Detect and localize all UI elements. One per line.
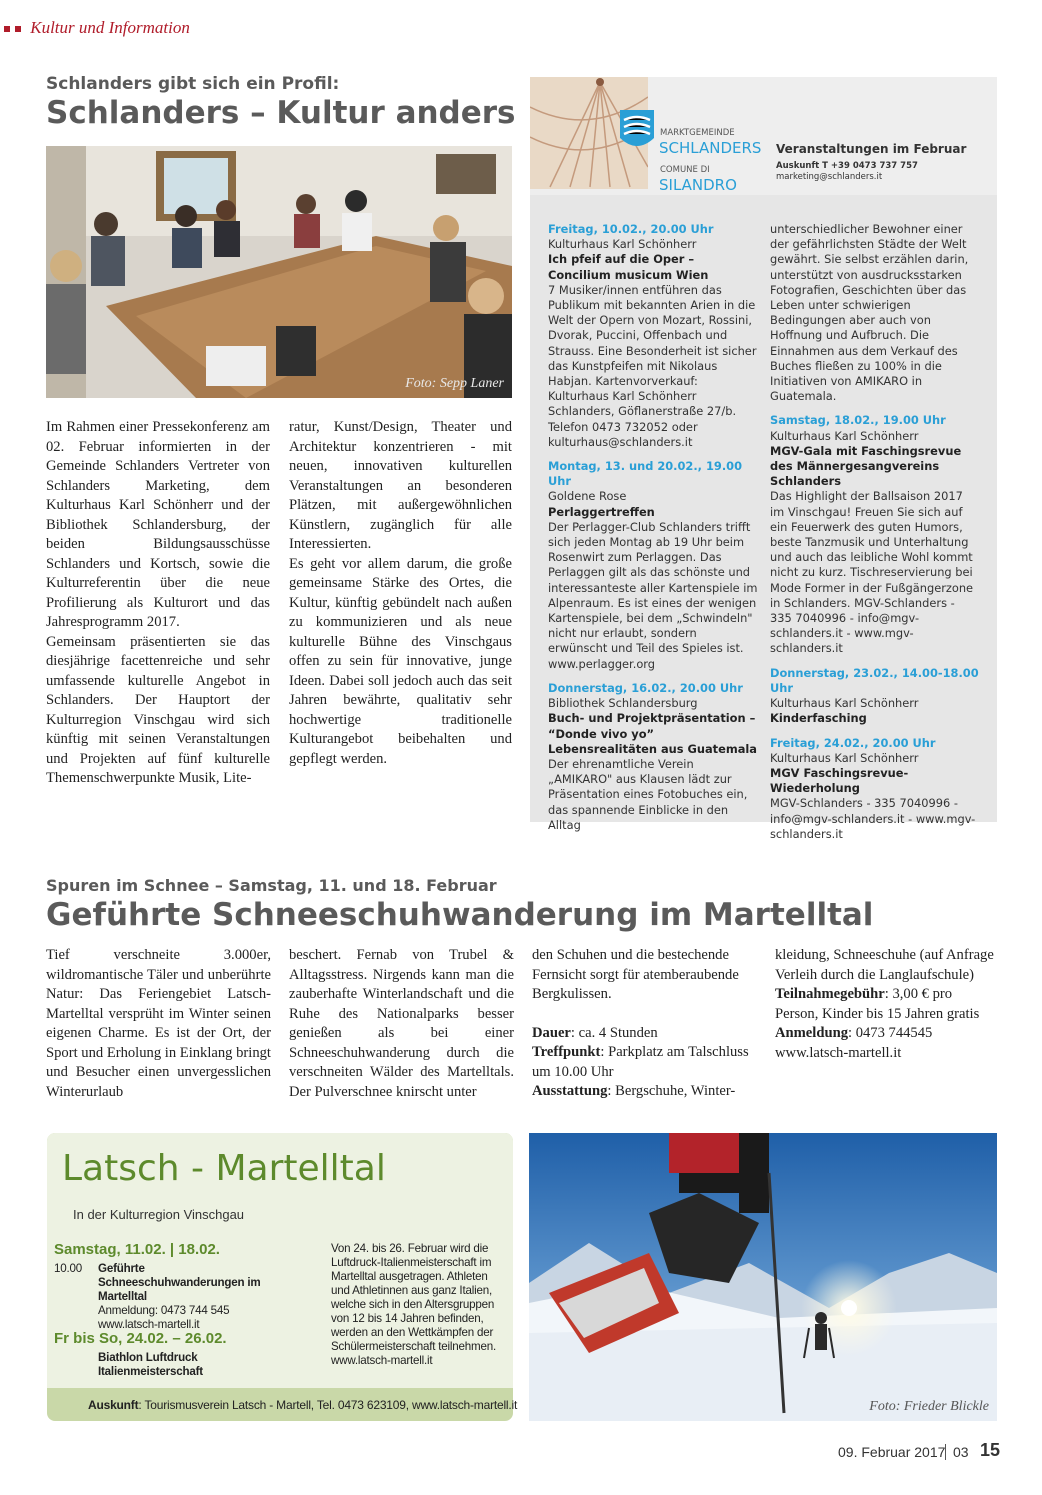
logo-main: SCHLANDERS: [659, 139, 762, 157]
photo-credit: Foto: Sepp Laner: [405, 376, 504, 391]
event-item: Freitag, 24.02., 20.00 Uhr Kulturhaus Karl Schönherr MGV Faschingsrevue-Wiederholung MGV-Schlanders - 335 7040996 - info@mgv-schlanders.it - www.mgv-schlanders.it: [770, 735, 976, 841]
logo-sub: COMUNE DI: [660, 165, 710, 175]
event-item: Montag, 13. und 20.02., 19.00 Uhr Goldene Rose Perlaggertreffen Der Perlagger-Club Schlanders trifft sich jeden Montag ab 19 Uhr beim Rosenwirt zum Perlaggen. Das Perlaggen gilt als das schönste und interessanteste aller Kartenspiele im Alpenraum. Es ist eines der wenigen Kartenspiele, bei dem „Schwindeln" nicht nur erlaubt, sondern erwünscht und Teil des Spieles ist. www.perlagger.org: [548, 459, 758, 671]
ad-right-text: Von 24. bis 26. Februar wird die Luftdruck-Italienmeisterschaft im Martelltal ausgetragen. Athleten und Athletinnen aus ganz Italien, welche sich in den Altersgruppen von 12 bis 14 Jahren befinden, werden an den Wettkämpfen der Schülermeisterschaft teilnehmen. www.latsch-martell.it: [331, 1242, 497, 1367]
meeting-photo-image: [46, 146, 512, 398]
article1-col2: ratur, Kunst/Design, Theater und Architektur konzentrieren - mit neuen, innovativen kulturellen Veranstaltungen an besonderen Plätzen, mit außergewöhnlichen Künstlern, zugänglich für alle Interessierten. Es geht vor allem darum, die große gemeinsame Stärke des Ortes, die Kultur, künftig gebündelt nach außen zu kommunizieren und als neue kulturelle Bühne des Vinschgaus offen zu sein für innovative, junge Ideen. Dabei soll jedoch auch das seit Jahren bewährte, qualitativ sehr hochwertige traditionelle Kulturangebot beibehalten und gepflegt werden.: [289, 419, 512, 767]
ad-ev1: Geführte Schneeschuhwanderungen im Martelltal Anmeldung: 0473 744 545 www.latsch-martell.it: [98, 1262, 261, 1331]
event-item: Donnerstag, 16.02., 20.00 Uhr Bibliothek Schlandersburg Buch- und Projektpräsentation – “Donde vivo yo” Lebensrealitäten aus Guatemala Der ehrenamtliche Verein „AMIKARO" aus Klausen lädt zur Präsentation eines Fotobuches ein, das spannende Einblicke in den Alltag: [548, 680, 757, 832]
logo-main2: SILANDRO: [659, 176, 737, 194]
snowshoe-photo: [529, 1133, 997, 1421]
logo-top: MARKTGEMEINDE: [660, 128, 735, 138]
photo2-credit: Foto: Frieder Blickle: [869, 1399, 989, 1414]
ad-title: Latsch - Martelltal: [62, 1148, 386, 1189]
article1-title: Schlanders – Kultur anders: [46, 95, 516, 131]
article2-col1: Tief verschneite 3.000er, wildromantische Täler und unberührte Natur: Das Feriengebiet Latsch-Martelltal versprüht im Winter seinen eigenen Charme. Es ist der Ort, der Sport und Erholung in Einklang bringt und Besucher einen unvergesslichen Winterurlaub: [46, 947, 271, 1100]
event-item: unterschiedlicher Bewohner einer der gefährlichsten Städte der Welt gewährt. Sie selbst erzählen darin, unterstützt von ausdrucksstarken Fotografien, Geschichten über das Leben unter schwierigen Bedingungen aber auch von Hoffnung und Aufbruch. Die Einnahmen aus dem Verkauf des Buches fließen zu 100% in die Initiativen von AMIKARO in Guatemala.: [770, 222, 969, 404]
events-email: marketing@schlanders.it: [776, 172, 883, 182]
ad-ev2: Biathlon Luftdruck Italienmeisterschaft: [98, 1351, 203, 1378]
article1-col1: Im Rahmen einer Pressekonferenz am 02. Februar informierten in der Gemeinde Schlanders Vertreter von Schlanders Marketing, dem Kulturhaus Karl Schönherr und der Bibliothek Schlandersburg, der beiden Bildungsausschüsse Schlanders und Kortsch, sowie die Kulturreferentin über die neue Profilierung als Kulturort und das Jahresprogramm 2017. Gemeinsam präsentierten sie das diesjährige facettenreiche und sehr umfassende kulturelle Angebot in Schlanders. Der Hauptort der Kulturregion Vinschgau wird sich künftig mit seinen Veranstaltungen und Projekten auf fünf kulturelle Themenschwerpunkte Musik, Lite-: [46, 419, 270, 786]
ad-time1: 10.00: [54, 1262, 83, 1275]
ad-subtitle: In der Kulturregion Vinschgau: [73, 1207, 245, 1222]
footer-date: 09. Februar 2017: [838, 1444, 946, 1460]
snowshoe-photo-image: [529, 1133, 997, 1421]
article2-col4: kleidung, Schneeschuhe (auf Anfrage Verleih durch die Langlaufschule) Teilnahmegebühr: 3,00 € pro Person, Kinder bis 15 Jahren gratis Anmeldung: 0473 744545 www.latsch-martell.it: [775, 947, 994, 1061]
events-auskunft: Auskunft T +39 0473 737 757: [776, 161, 918, 171]
footer-issue: 03: [953, 1444, 969, 1460]
event-item: Freitag, 10.02., 20.00 Uhr Kulturhaus Karl Schönherr Ich pfeif auf die Oper – Concilium musicum Wien 7 Musiker/innen entführen das Publikum mit bekannten Arien in die Welt der Opern von Mozart, Rossini, Dvorak, Puccini, Offenbach und Strauss. Eine Besonderheit ist sicher das Kunstpfeifen mit Nikolaus Habjan. Kartenvorverkauf: Kulturhaus Karl Schönherr Schlanders, Göflanerstraße 27/b. Telefon 0473 732052 oder kulturhaus@schlanders.it: [548, 222, 757, 449]
meeting-photo: [46, 146, 512, 398]
page-number: 15: [980, 1440, 1001, 1460]
events-col1: [548, 222, 758, 842]
ad-date2: Fr bis So, 24.02. – 26.02.: [54, 1330, 227, 1347]
section-label: Kultur und Information: [4, 18, 190, 38]
events-col2: [770, 222, 980, 851]
article2-title: Geführte Schneeschuhwanderung im Martelltal: [46, 897, 874, 933]
article2-kicker: Spuren im Schnee – Samstag, 11. und 18. Februar: [46, 876, 497, 895]
square-icon: [4, 26, 10, 32]
article2-col3: den Schuhen und die bestechende Fernsicht sorgt für atemberaubende Bergkulissen. Dauer: ca. 4 Stunden Treffpunkt: Parkplatz am Talschluss um 10.00 Uhr Ausstattung: Bergschuhe, Winter-: [532, 947, 749, 1099]
article2-col2: beschert. Fernab von Trubel & Alltagsstress. Nirgends kann man die zauberhafte Winterlandschaft und die Ruhe des Nationalparks besser genießen als bei einer Schneeschuhwanderung durch die verschneiten Wälder des Martelltals. Der Pulverschnee knirscht unter: [289, 947, 514, 1100]
events-heading: Veranstaltungen im Februar: [776, 142, 967, 156]
article1-kicker: Schlanders gibt sich ein Profil:: [46, 74, 340, 94]
footer-divider: [945, 1444, 946, 1460]
ad-date1: Samstag, 11.02. | 18.02.: [54, 1241, 220, 1258]
square-icon: [15, 26, 21, 32]
schlanders-logo-icon: [620, 110, 654, 152]
event-item: Samstag, 18.02., 19.00 Uhr Kulturhaus Karl Schönherr MGV-Gala mit Faschingsrevue des Männergesangvereins Schlanders Das Highlight der Ballsaison 2017 im Vinschgau! Freuen Sie sich auf ein Feuerwerk des guten Humors, beste Tanzmusik und Unterhaltung und auch das leibliche Wohl kommt nicht zu kurz. Tischreservierung bei Mode Former in der Fußgängerzone in Schlanders. MGV-Schlanders - 335 7040996 - info@mgv-schlanders.it - www.mgv-schlanders.it: [770, 413, 974, 656]
ad-auskunft: Auskunft: Tourismusverein Latsch - Martell, Tel. 0473 623109, www.latsch-martell.it: [88, 1398, 518, 1412]
event-item: Donnerstag, 23.02., 14.00-18.00 Uhr Kulturhaus Karl Schönherr Kinderfasching: [770, 665, 979, 726]
